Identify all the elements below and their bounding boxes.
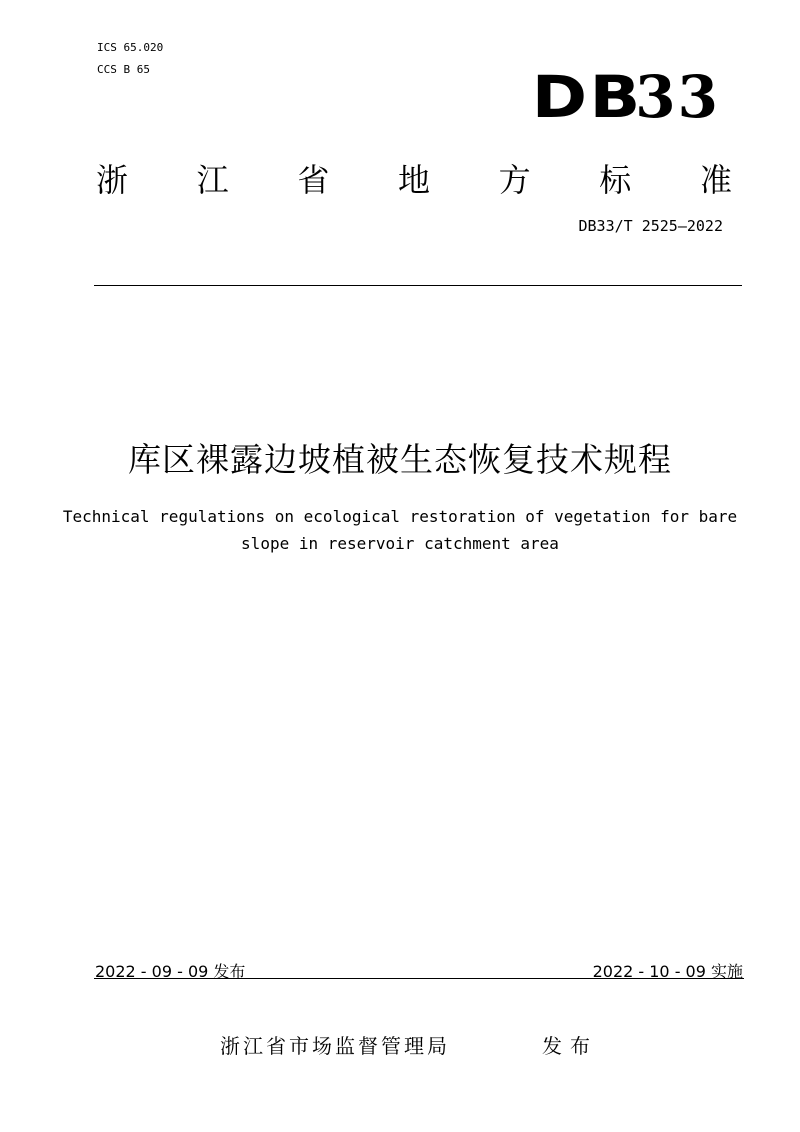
db-logo-letters: DB (531, 63, 643, 131)
issuer-name: 浙江省市场监督管理局 (220, 1034, 450, 1058)
standard-number: DB33/T 2525—2022 (578, 217, 723, 235)
standard-type-char: 地 (397, 161, 430, 199)
ccs-code: CCS B 65 (97, 63, 150, 76)
standard-type-char: 江 (196, 161, 229, 199)
implementation-date: 2022 - 10 - 09 实施 (592, 962, 743, 981)
db-logo-number: 33 (635, 63, 720, 131)
issuer-action: 发布 (542, 1034, 598, 1058)
issue-date: 2022 - 09 - 09 发布 (95, 962, 246, 981)
ics-code: ICS 65.020 (97, 41, 164, 54)
bottom-divider (94, 978, 744, 979)
standard-type-char: 方 (498, 161, 531, 199)
standard-type-char: 浙 (96, 161, 129, 199)
english-title: Technical regulations on ecological restoration of vegetation for bare slope in reservoir catchment area (62, 507, 738, 553)
top-divider (94, 285, 742, 286)
standard-type-char: 标 (599, 161, 632, 199)
standard-type-char: 省 (297, 161, 330, 199)
chinese-title: 库区裸露边坡植被生态恢复技术规程 (128, 440, 672, 479)
standard-type-char: 准 (699, 161, 732, 199)
db-logo (531, 63, 720, 131)
standard-type (96, 155, 732, 199)
